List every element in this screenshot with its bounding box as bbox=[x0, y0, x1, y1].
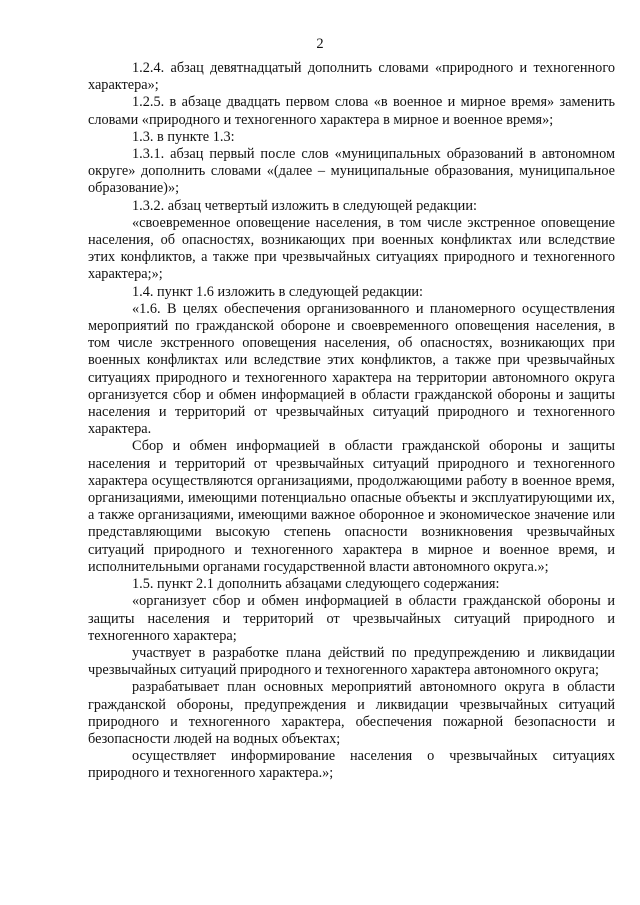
paragraph-develops-plan: разрабатывает план основных мероприятий автономного округа в области гражданской обороны, предупреждения и ликвидации чрезвычайных ситуаций природного и техногенного характера, обеспечения пожарной безопасности и безопасности людей на водных объектах; bbox=[88, 679, 615, 747]
paragraph-organizes-exchange: «организует сбор и обмен информацией в области гражданской обороны и защиты населения и территорий от чрезвычайных ситуаций природного и техногенного характера; bbox=[88, 593, 615, 644]
paragraph-informs-population: осуществляет информирование населения о чрезвычайных ситуациях природного и техногенного характера.»; bbox=[88, 748, 615, 782]
paragraph-info-exchange: Сбор и обмен информацией в области гражданской обороны и защиты населения и территорий от чрезвычайных ситуаций природного и техногенного характера осуществляются организациями, продолжающими работу в военное время, организациями, имеющими потенциально опасные объекты и эксплуатирующими их, а также организациями, имеющими важное оборонное и экономическое значение или представляющими высокую степень опасности возникновения чрезвычайных ситуаций природного и техногенного характера в мирное и военное время, и исполнительными органами государственной власти автономного округа.»; bbox=[88, 438, 615, 575]
paragraph-1-3-2: 1.3.2. абзац четвертый изложить в следующей редакции: bbox=[132, 197, 477, 214]
paragraph-1-5: 1.5. пункт 2.1 дополнить абзацами следующего содержания: bbox=[132, 576, 500, 593]
paragraph-notification-text: «своевременное оповещение населения, в том числе экстренное оповещение населения, об опасностях, возникающих при военных конфликтах или вследствие этих конфликтов, а также при чрезвычайных ситуациях природного и техногенного характера;»; bbox=[88, 214, 615, 283]
paragraph-1-3: 1.3. в пункте 1.3: bbox=[132, 128, 235, 145]
paragraph-1-3-1: 1.3.1. абзац первый после слов «муниципальных образований в автономном округе» дополнить словами «(далее – муниципальные образования, муниципальное образование)»; bbox=[88, 146, 615, 197]
paragraph-1-4: 1.4. пункт 1.6 изложить в следующей редакции: bbox=[132, 283, 424, 300]
document-body bbox=[88, 60, 615, 783]
paragraph-1-2-5: 1.2.5. в абзаце двадцать первом слова «в военное и мирное время» заменить словами «природного и техногенного характера в мирное и военное время»; bbox=[88, 94, 615, 128]
paragraph-1-6-text: «1.6. В целях обеспечения организованного и планомерного осуществления мероприятий по гражданской обороне и своевременного оповещения населения, в том числе экстренного оповещения населения, об опасностях, возникающих при военных конфликтах или вследствие этих конфликтов, а также при чрезвычайных ситуациях природного и техногенного характера на территории автономного округа организуется сбор и обмен информацией в области гражданской обороны и защиты населения и территорий от чрезвычайных ситуаций природного и техногенного характера. bbox=[88, 300, 615, 438]
paragraph-1-2-4: 1.2.4. абзац девятнадцатый дополнить словами «природного и техногенного характера»; bbox=[88, 60, 615, 94]
paragraph-participates-plan: участвует в разработке плана действий по предупреждению и ликвидации чрезвычайных ситуаций природного и техногенного характера автономного округа; bbox=[88, 644, 615, 679]
page-number: 2 bbox=[316, 36, 324, 52]
